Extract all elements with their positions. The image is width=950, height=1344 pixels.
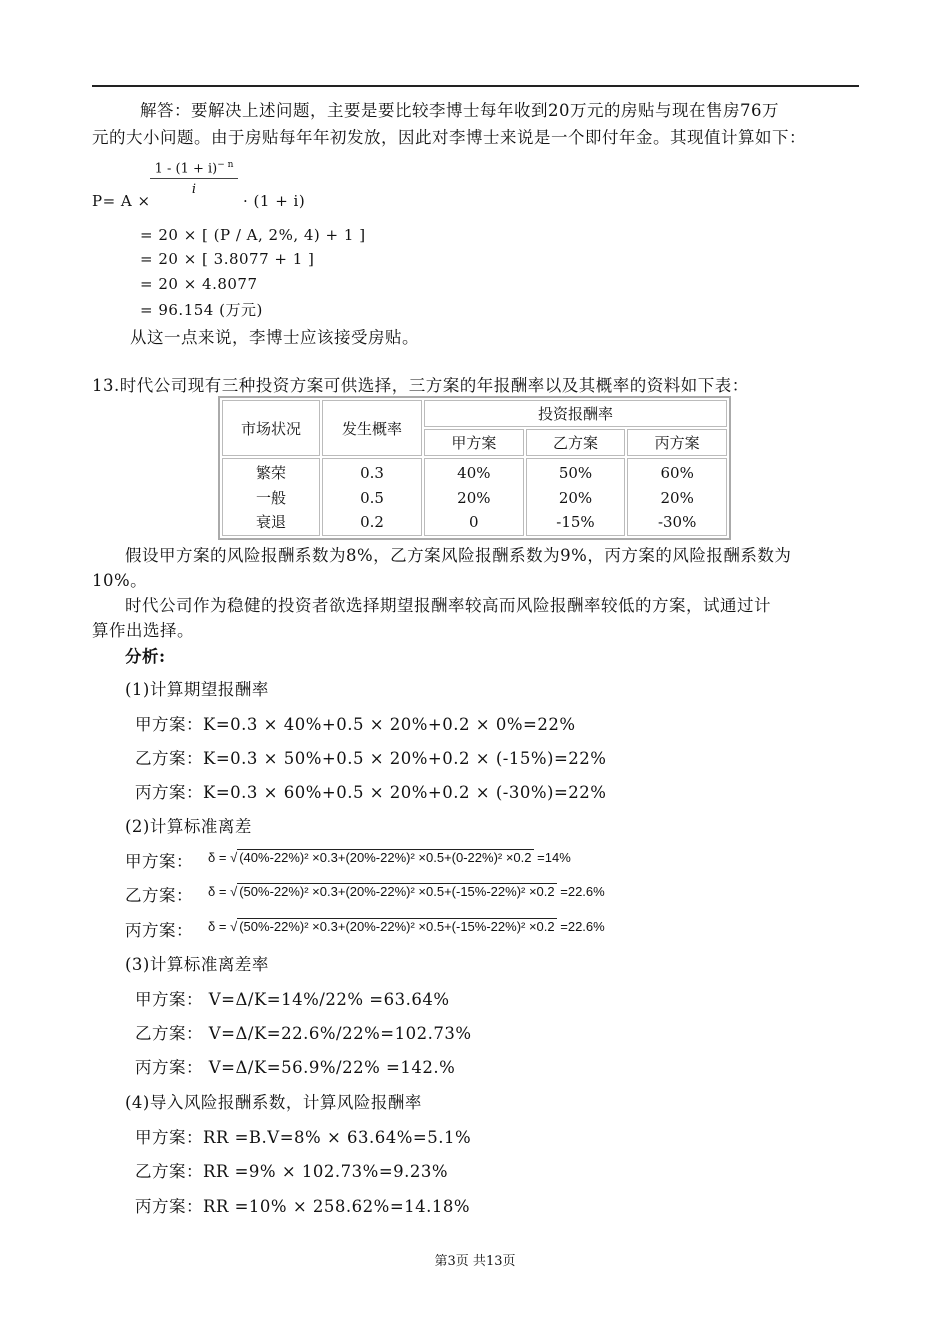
footer-total-pages: 13 [485, 1254, 503, 1269]
question-ask-line-2: 算作出选择。 [92, 621, 194, 640]
annuity-fraction [150, 160, 238, 197]
step-1-plan-a: 甲方案：K=0.3 × 40%+0.5 × 20%+0.2 × 0%=22% [135, 715, 576, 734]
analysis-title: 分析: [125, 647, 166, 666]
prob-normal: 0.5 [360, 488, 384, 507]
step-1-plan-b: 乙方案：K=0.3 × 50%+0.5 × 20%+0.2 × (-15%)=22% [135, 749, 607, 768]
footer-suffix: 页 [502, 1254, 516, 1269]
plan-a-recession: 0 [469, 513, 479, 531]
delta-equals-c: δ = [208, 919, 227, 934]
sqrt-body-a: (40%-22%)² ×0.3+(20%-22%)² ×0.5+(0-22%)² ×0.2 [239, 850, 532, 865]
step-4-plan-c: 丙方案：RR =10% × 258.62%=14.18% [135, 1197, 471, 1216]
investment-table [218, 396, 731, 540]
solution-conclusion: 从这一点来说，李博士应该接受房贴。 [130, 328, 419, 347]
assumption-line-1: 假设甲方案的风险报酬系数为8%，乙方案风险报酬系数为9%，丙方案的风险报酬系数为 [125, 546, 792, 565]
solution-line-2: 元的大小问题。由于房贴每年年初发放，因此对李博士来说是一个即付年金。其现值计算如下： [92, 128, 806, 147]
fraction-exponent: − n [217, 160, 234, 170]
prob-boom: 0.3 [360, 464, 384, 482]
sqrt-body-b: (50%-22%)² ×0.3+(20%-22%)² ×0.5+(-15%-22%)² ×0.2 [239, 884, 555, 899]
footer-page-number: 3 [447, 1254, 456, 1269]
market-recession: 衰退 [255, 513, 286, 531]
delta-equals-a: δ = [208, 850, 227, 865]
equation-step-2: = 20 × [ 3.8077 + 1 ] [140, 250, 315, 268]
header-rule [92, 85, 859, 87]
step-1-plan-c: 丙方案：K=0.3 × 60%+0.5 × 20%+0.2 × (-30%)=22% [135, 783, 607, 802]
plan-b-column [526, 458, 626, 536]
step-3-plan-c: 丙方案： V=Δ/K=56.9%/22% =142.% [135, 1058, 456, 1077]
fraction-denominator: i [191, 182, 197, 198]
step-2-plan-c-label: 丙方案： [125, 921, 193, 940]
formula-p-right: · (1 + i) [243, 192, 306, 210]
fraction-numerator: 1 - (1 + i) [154, 161, 218, 177]
formula-p-left: P= A × [92, 192, 151, 210]
sqrt-body-c: (50%-22%)² ×0.3+(20%-22%)² ×0.5+(-15%-22%)² ×0.2 [239, 919, 555, 934]
equation-step-4: = 96.154 (万元) [140, 301, 263, 319]
step-2-heading: (2)计算标准离差 [125, 817, 252, 836]
header-plan-a: 甲方案 [424, 429, 524, 456]
sqrt-icon: √ [230, 919, 238, 934]
step-3-heading: (3)计算标准离差率 [125, 955, 269, 974]
plan-b-normal: 20% [558, 488, 593, 507]
step-4-plan-a: 甲方案：RR =B.V=8% × 63.64%=5.1% [135, 1128, 472, 1147]
prob-recession: 0.2 [360, 513, 384, 531]
std-dev-result-a: =14% [537, 850, 571, 865]
step-3-plan-b: 乙方案： V=Δ/K=22.6%/22%=102.73% [135, 1024, 472, 1043]
page-footer [0, 1250, 950, 1269]
market-normal: 一般 [255, 488, 286, 507]
header-market: 市场状况 [222, 400, 320, 456]
sqrt-icon: √ [230, 884, 238, 899]
plan-b-boom: 50% [558, 464, 593, 482]
market-column [222, 458, 320, 536]
std-dev-formula-c [208, 919, 605, 934]
step-3-plan-a: 甲方案： V=Δ/K=14%/22% =63.64% [135, 990, 450, 1009]
plan-c-normal: 20% [660, 488, 694, 507]
step-2-plan-b-label: 乙方案： [125, 886, 193, 905]
step-4-heading: (4)导入风险报酬系数，计算风险报酬率 [125, 1093, 422, 1112]
plan-a-normal: 20% [457, 488, 491, 507]
header-probability: 发生概率 [322, 400, 422, 456]
plan-a-column [424, 458, 524, 536]
plan-a-boom: 40% [457, 464, 491, 482]
plan-c-column [627, 458, 727, 536]
std-dev-formula-a [208, 850, 571, 865]
header-plan-b: 乙方案 [526, 429, 626, 456]
std-dev-result-b: =22.6% [560, 884, 605, 899]
market-boom: 繁荣 [255, 464, 286, 482]
footer-middle: 页 共 [455, 1254, 486, 1269]
equation-step-1: = 20 × [ (P / A, 2%, 4) + 1 ] [140, 226, 366, 244]
plan-c-recession: -30% [657, 513, 697, 531]
footer-prefix: 第 [434, 1254, 448, 1269]
header-plan-c: 丙方案 [627, 429, 727, 456]
plan-c-boom: 60% [660, 464, 694, 482]
plan-b-recession: -15% [556, 513, 595, 531]
header-return: 投资报酬率 [424, 400, 727, 427]
delta-equals-b: δ = [208, 884, 227, 899]
assumption-line-2: 10%。 [92, 571, 148, 590]
probability-column [322, 458, 422, 536]
sqrt-icon: √ [230, 850, 238, 865]
equation-step-3: = 20 × 4.8077 [140, 275, 258, 293]
solution-line-1: 解答：要解决上述问题，主要是要比较李博士每年收到20万元的房贴与现在售房76万 [140, 101, 779, 120]
question-ask-line-1: 时代公司作为稳健的投资者欲选择期望报酬率较高而风险报酬率较低的方案，试通过计 [125, 596, 771, 615]
question-13-intro: 13.时代公司现有三种投资方案可供选择，三方案的年报酬率以及其概率的资料如下表： [92, 376, 749, 395]
std-dev-formula-b [208, 884, 605, 899]
step-2-plan-a-label: 甲方案： [125, 852, 193, 871]
std-dev-result-c: =22.6% [560, 919, 605, 934]
step-4-plan-b: 乙方案：RR =9% × 102.73%=9.23% [135, 1162, 449, 1181]
step-1-heading: (1)计算期望报酬率 [125, 680, 269, 699]
